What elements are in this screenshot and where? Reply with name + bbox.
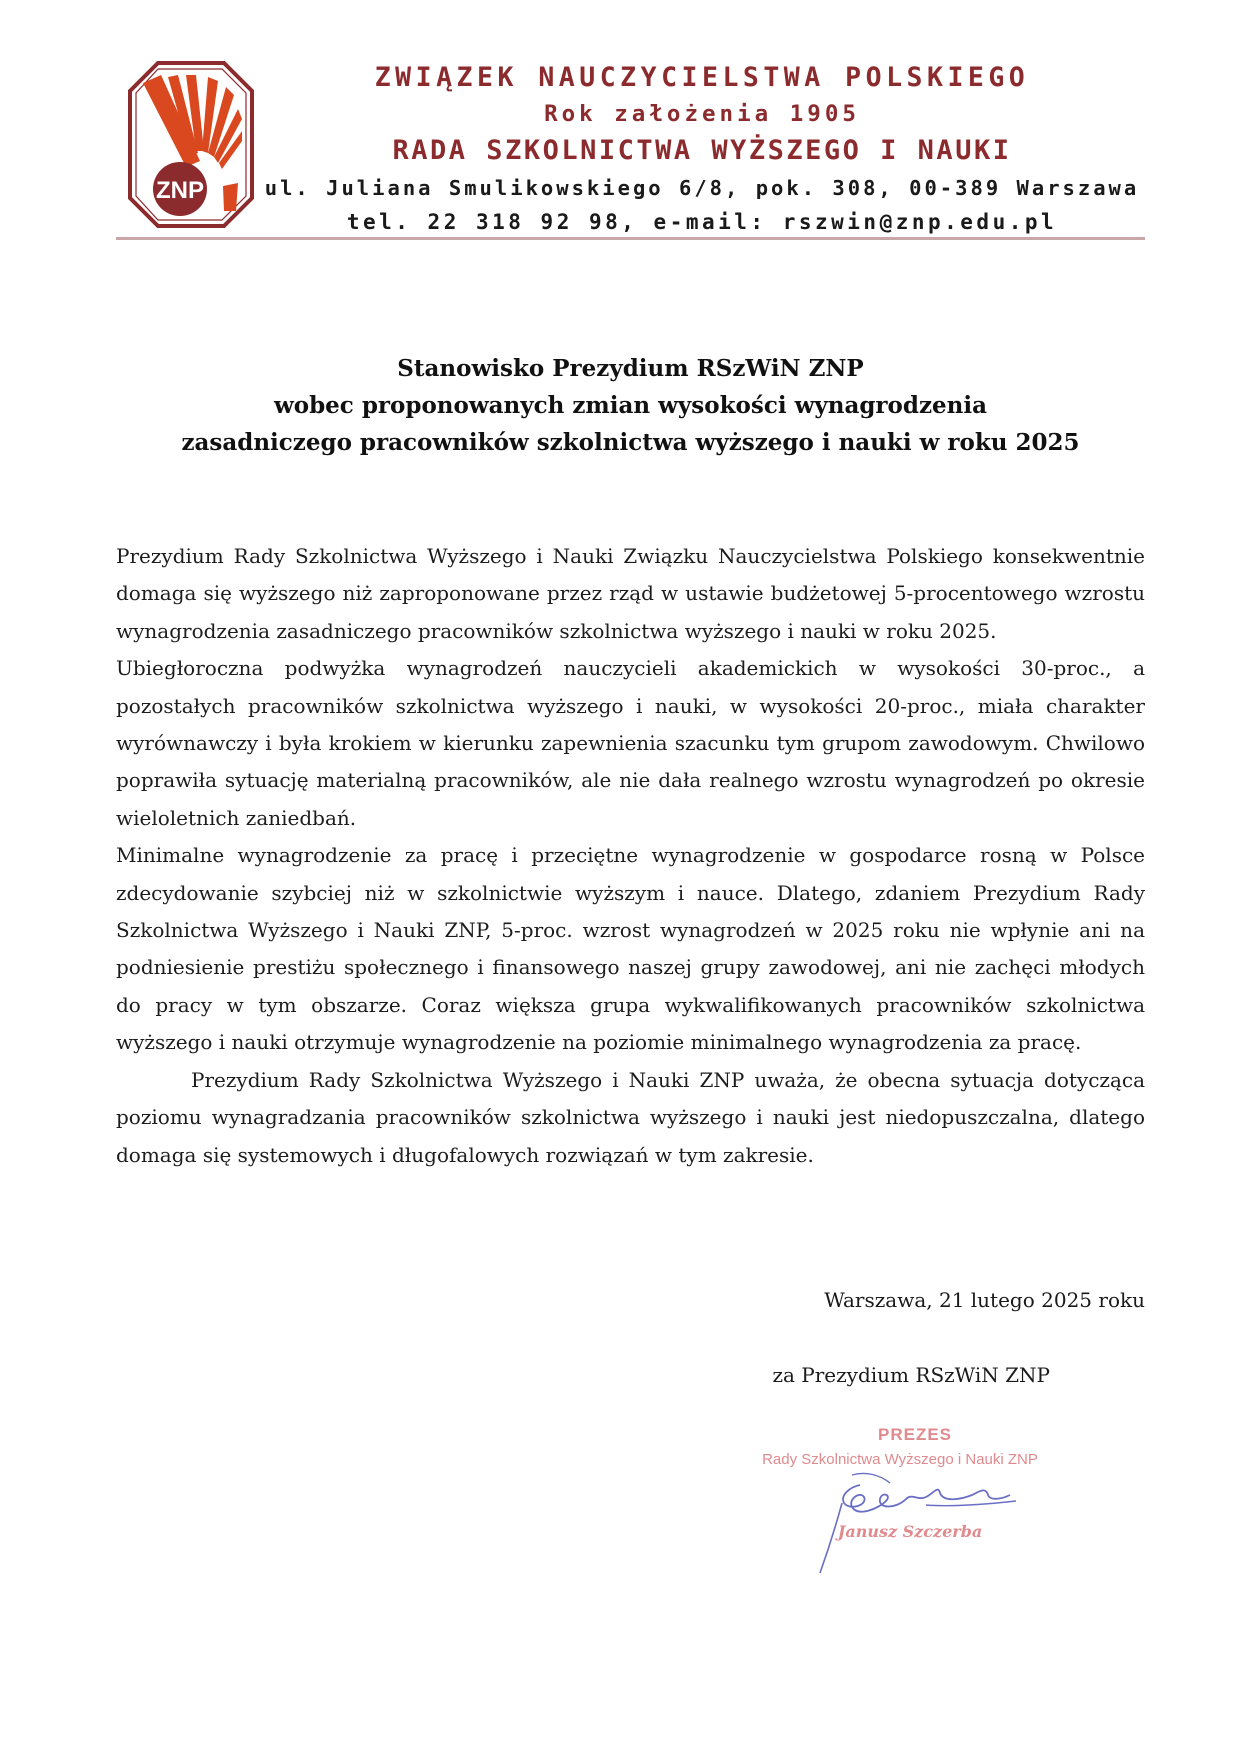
paragraph-2: Ubiegłoroczna podwyżka wynagrodzeń nauczycieli akademickich w wysokości 30-proc., a pozostałych pracowników szkolnictwa wyższego i nauki, w wysokości 20-proc., miała charakter wyrównawczy i była krokiem w kierunku zapewnienia szacunku tym grupom zawodowym. Chwilowo poprawiła sytuację materialną pracowników, ale nie dała realnego wzrostu wynagrodzeń po okresie wieloletnich zaniedbań. xyxy=(116,656,1145,830)
contact: tel. 22 318 92 98, e-mail: rszwin@znp.edu.pl xyxy=(346,210,1058,234)
title-line-2: wobec proponowanych zmian wysokości wynagrodzenia xyxy=(273,392,988,419)
title-line-3: zasadniczego pracowników szkolnictwa wyższego i nauki w roku 2025 xyxy=(181,429,1080,456)
paragraph-4: Prezydium Rady Szkolnictwa Wyższego i Nauki ZNP uważa, że obecna sytuacja dotycząca poziomu wynagradzania pracowników szkolnictwa wyższego i nauki jest niedopuszczalna, dlatego domaga się systemowych i długofalowych rozwiązań w tym zakresie. xyxy=(116,1067,1145,1167)
znp-logo xyxy=(128,61,254,228)
founding-year: Rok założenia 1905 xyxy=(544,101,860,127)
paragraph-1: Prezydium Rady Szkolnictwa Wyższego i Nauki Związku Nauczycielstwa Polskiego konsekwentnie domaga się wyższego niż zaproponowane przez rząd w ustawie budżetowej 5-procentowego wzrostu wynagrodzenia zasadniczego pracowników szkolnictwa wyższego i nauki w roku 2025. xyxy=(116,544,1145,643)
stamp-title: PREZES xyxy=(877,1425,953,1444)
letterhead-text xyxy=(262,58,1142,239)
paragraph-3: Minimalne wynagrodzenie za pracę i przeciętne wynagrodzenie w gospodarce rosną w Polsce zdecydowanie szybciej niż w szkolnictwie wyższym i nauce. Dlatego, zdaniem Prezydium Rady Szkolnictwa Wyższego i Nauki ZNP, 5-proc. wzrost wynagrodzeń w 2025 roku nie wpłynie ani na podniesienie prestiżu społecznego i finansowego naszej grupy zawodowej, ani nie zachęci młodych do pracy w tym obszarze. Coraz większa grupa wykwalifikowanych pracowników szkolnictwa wyższego i nauki otrzymuje wynagrodzenie na poziomie minimalnego wynagrodzenia za pracę. xyxy=(116,843,1145,1055)
org-name: ZWIĄZEK NAUCZYCIELSTWA POLSKIEGO xyxy=(374,62,1030,93)
place-date: Warszawa, 21 lutego 2025 roku xyxy=(824,1288,1145,1312)
stamp-name: Janusz Szczerba xyxy=(837,1522,983,1541)
document-body xyxy=(116,538,1145,1174)
title-line-1: Stanowisko Prezydium RSzWiN ZNP xyxy=(397,355,864,382)
letterhead-divider xyxy=(116,237,1145,240)
handwritten-signature xyxy=(740,1425,1060,1575)
on-behalf-of: za Prezydium RSzWiN ZNP xyxy=(772,1363,1050,1387)
signature-stamp xyxy=(740,1425,1060,1575)
address: ul. Juliana Smulikowskiego 6/8, pok. 308, 00-389 Warszawa xyxy=(264,176,1140,200)
stamp-body: Rady Szkolnictwa Wyższego i Nauki ZNP xyxy=(762,1451,1038,1468)
council-name: RADA SZKOLNICTWA WYŻSZEGO I NAUKI xyxy=(392,135,1012,166)
letterhead xyxy=(0,0,1241,245)
svg-text:ZNP: ZNP xyxy=(156,177,204,204)
document-title xyxy=(116,350,1145,461)
